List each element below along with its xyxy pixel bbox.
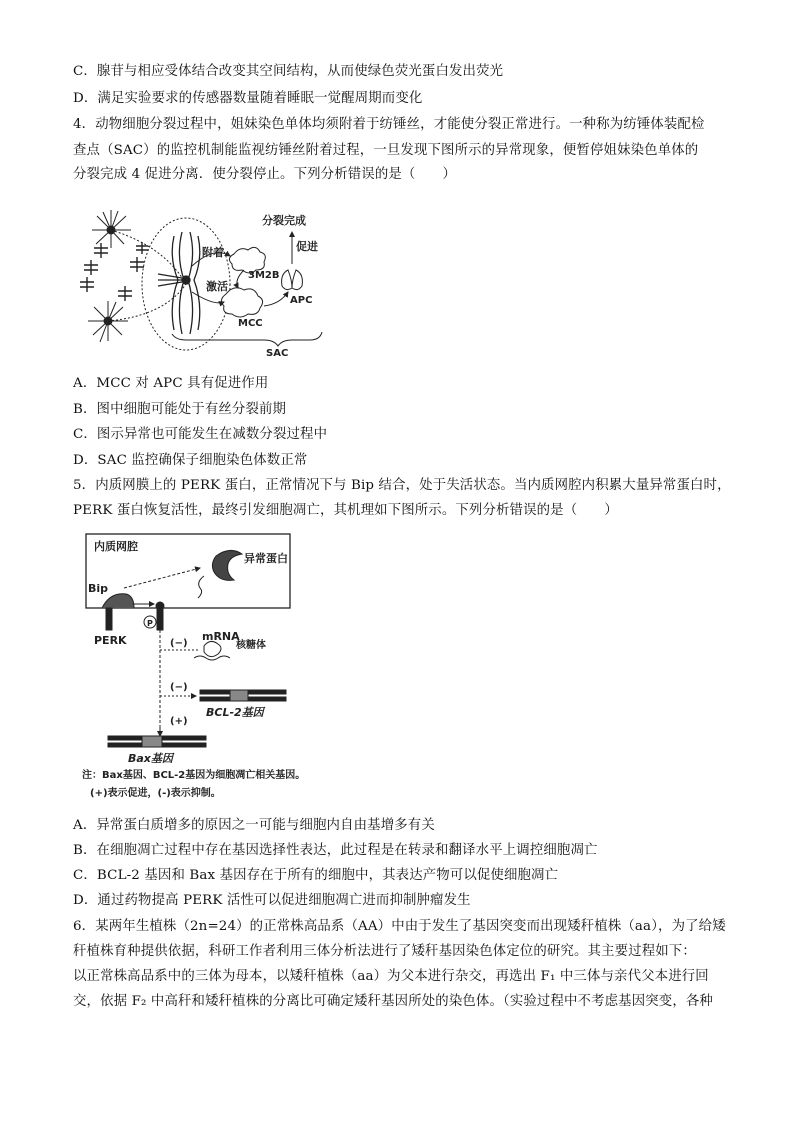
- q4-option-d: D．SAC 监控确保子细胞染色体数正常: [73, 453, 308, 468]
- q4-stem-line-1: 4．动物细胞分裂过程中，姐妹染色单体均须附着于纺锤丝，才能使分裂正常进行。一种称为纺锤体装配检: [73, 117, 705, 132]
- label-plus: (+): [170, 716, 188, 727]
- label-apc: APC: [290, 295, 313, 306]
- label-perk: PERK: [94, 634, 127, 647]
- q6-stem-line-3: 以正常株高品系中的三体为母本，以矮秆植株（aa）为父本进行杂交，再选出 F₁ 中三体与亲代父本进行回: [73, 969, 709, 984]
- q4-option-b: B．图中细胞可能处于有丝分裂前期: [73, 402, 287, 417]
- q4-option-c: C．图示异常也可能发生在减数分裂过程中: [73, 427, 328, 442]
- q5-option-b: B．在细胞凋亡过程中存在基因选择性表达，此过程是在转录和翻译水平上调控细胞凋亡: [73, 843, 598, 858]
- label-phospho: P: [147, 619, 153, 628]
- q5-option-c: C．BCL-2 基因和 Bax 基因存在于所有的细胞中，其表达产物可以促使细胞凋亡: [73, 868, 559, 883]
- figure-note-line-2: (+)表示促进，(-)表示抑制。: [90, 788, 221, 799]
- label-activate: 激活: [206, 280, 228, 293]
- label-minus-1: (−): [170, 638, 188, 649]
- abnormal-protein-icon: [212, 550, 242, 580]
- label-bcl2-gene: BCL-2基因: [206, 706, 264, 719]
- label-promote: 促进: [296, 240, 318, 253]
- q4-stem-line-2: 查点（SAC）的监控机制能监视纺锤丝附着过程，一旦发现下图所示的异常现象，便暂停姐妹染色单体的: [73, 143, 699, 158]
- ribosome-icon: [204, 641, 221, 656]
- q5-option-d: D．通过药物提高 PERK 活性可以促进细胞凋亡进而抑制肿瘤发生: [73, 893, 471, 908]
- chromosome-pair-icon: [80, 243, 144, 301]
- label-3m2b: 3M2B: [248, 270, 280, 281]
- q4-option-a: A．MCC 对 APC 具有促进作用: [73, 376, 269, 391]
- centrosome-star-icon: [88, 301, 128, 342]
- label-er-lumen: 内质网腔: [94, 540, 138, 553]
- unattached-chromosome-icon: [158, 232, 200, 334]
- svg-text:核糖体: 核糖体: [236, 640, 266, 651]
- q3-option-c: C．腺苷与相应受体结合改变其空间结构，从而使绿色荧光蛋白发出荧光: [73, 64, 504, 79]
- q4-stem-line-3: 分裂完成 4 促进分离．使分裂停止。下列分析错误的是（ ）: [73, 167, 457, 182]
- q5-stem-line-2: PERK 蛋白恢复活性，最终引发细胞凋亡，其机理如下图所示。下列分析错误的是（ ）: [73, 503, 618, 518]
- label-bip: Bip: [88, 582, 109, 595]
- label-abnormal-protein: 异常蛋白: [244, 552, 288, 565]
- figure-note-line-1: 注：Bax基因、BCL-2基因为细胞凋亡相关基因。: [82, 770, 306, 781]
- active-perk-icon: [157, 608, 163, 630]
- bip-icon: [102, 594, 134, 608]
- q6-stem-line-4: 交，依据 F₂ 中高秆和矮秆植株的分离比可确定矮秆基因所处的染色体。（实验过程中不考虑基因突变，各种: [73, 994, 713, 1009]
- label-division-done: 分裂完成: [262, 214, 306, 227]
- label-ribosome: [235, 638, 266, 651]
- centrosome-star-icon: [92, 210, 131, 248]
- perk-receptor-icon: [106, 608, 112, 630]
- perk-apoptosis-figure: [80, 530, 342, 805]
- label-minus-2: (−): [170, 682, 188, 693]
- label-mcc: MCC: [238, 318, 263, 329]
- label-bax-gene: Bax基因: [128, 752, 173, 765]
- spindle-checkpoint-figure: [74, 196, 336, 360]
- label-sac: SAC: [266, 348, 289, 359]
- q6-stem-line-2: 秆植株育种提供依据，科研工作者利用三体分析法进行了矮秆基因染色体定位的研究。其主要过程如下：: [73, 944, 696, 959]
- q3-option-d: D．满足实验要求的传感器数量随着睡眠一觉醒周期而变化: [73, 91, 423, 106]
- q6-stem-line-1: 6．某两年生植株（2n=24）的正常株高品系（AA）中由于发生了基因突变而出现矮秆植株（aa），为了给矮: [73, 919, 726, 934]
- q5-option-a: A．异常蛋白质增多的原因之一可能与细胞内自由基增多有关: [73, 818, 435, 833]
- label-mrna: mRNA: [202, 630, 240, 643]
- label-attach: 附着: [202, 246, 224, 259]
- q5-stem-line-1: 5．内质网膜上的 PERK 蛋白，正常情况下与 Bip 结合，处于失活状态。当内质网腔内积累大量异常蛋白时，: [73, 478, 731, 493]
